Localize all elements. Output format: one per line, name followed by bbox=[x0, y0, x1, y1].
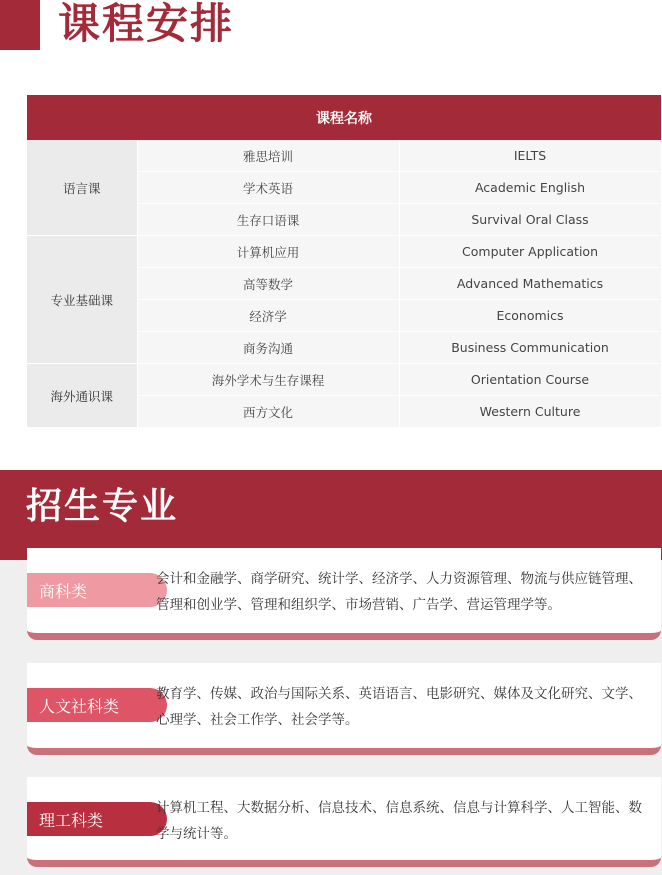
course-en: IELTS bbox=[399, 140, 661, 172]
category-cell: 语言课 bbox=[27, 140, 137, 236]
course-en: Computer Application bbox=[399, 236, 661, 268]
course-cn: 海外学术与生存课程 bbox=[137, 364, 399, 396]
major-label-pill: 商科类 bbox=[27, 573, 167, 607]
major-description: 教育学、传媒、政治与国际关系、英语语言、电影研究、媒体及文化研究、文学、心理学、社会工作学、社会学等。 bbox=[156, 686, 642, 728]
course-cn: 生存口语课 bbox=[137, 204, 399, 236]
course-cn: 经济学 bbox=[137, 300, 399, 332]
major-description: 会计和金融学、商学研究、统计学、经济学、人力资源管理、物流与供应链管理、管理和创业学、管理和组织学、市场营销、广告学、营运管理学等。 bbox=[156, 571, 642, 613]
course-en: Advanced Mathematics bbox=[399, 268, 661, 300]
course-en: Orientation Course bbox=[399, 364, 661, 396]
major-card-business bbox=[27, 548, 661, 640]
table-row bbox=[27, 236, 661, 268]
major-description: 计算机工程、大数据分析、信息技术、信息系统、信息与计算科学、人工智能、数学与统计等。 bbox=[156, 800, 642, 842]
course-cn: 学术英语 bbox=[137, 172, 399, 204]
course-table bbox=[27, 95, 662, 428]
section-title-majors: 招生专业 bbox=[26, 486, 179, 527]
course-en: Economics bbox=[399, 300, 661, 332]
section-title-courses: 课程安排 bbox=[58, 0, 235, 48]
course-en: Survival Oral Class bbox=[399, 204, 661, 236]
course-en: Academic English bbox=[399, 172, 661, 204]
table-row bbox=[27, 140, 661, 172]
major-label-pill: 理工科类 bbox=[27, 802, 167, 836]
course-cn: 商务沟通 bbox=[137, 332, 399, 364]
course-en: Western Culture bbox=[399, 396, 661, 428]
table-header: 课程名称 bbox=[27, 95, 661, 140]
table-header-row bbox=[27, 95, 661, 140]
course-cn: 高等数学 bbox=[137, 268, 399, 300]
course-cn: 西方文化 bbox=[137, 396, 399, 428]
course-en: Business Communication bbox=[399, 332, 661, 364]
table-row bbox=[27, 364, 661, 396]
category-cell: 海外通识课 bbox=[27, 364, 137, 428]
category-cell: 专业基础课 bbox=[27, 236, 137, 364]
major-card-humanities bbox=[27, 663, 661, 755]
major-card-science-engineering bbox=[27, 777, 661, 867]
title-accent-bar bbox=[0, 0, 40, 50]
course-cn: 雅思培训 bbox=[137, 140, 399, 172]
course-cn: 计算机应用 bbox=[137, 236, 399, 268]
major-label-pill: 人文社科类 bbox=[27, 688, 167, 722]
